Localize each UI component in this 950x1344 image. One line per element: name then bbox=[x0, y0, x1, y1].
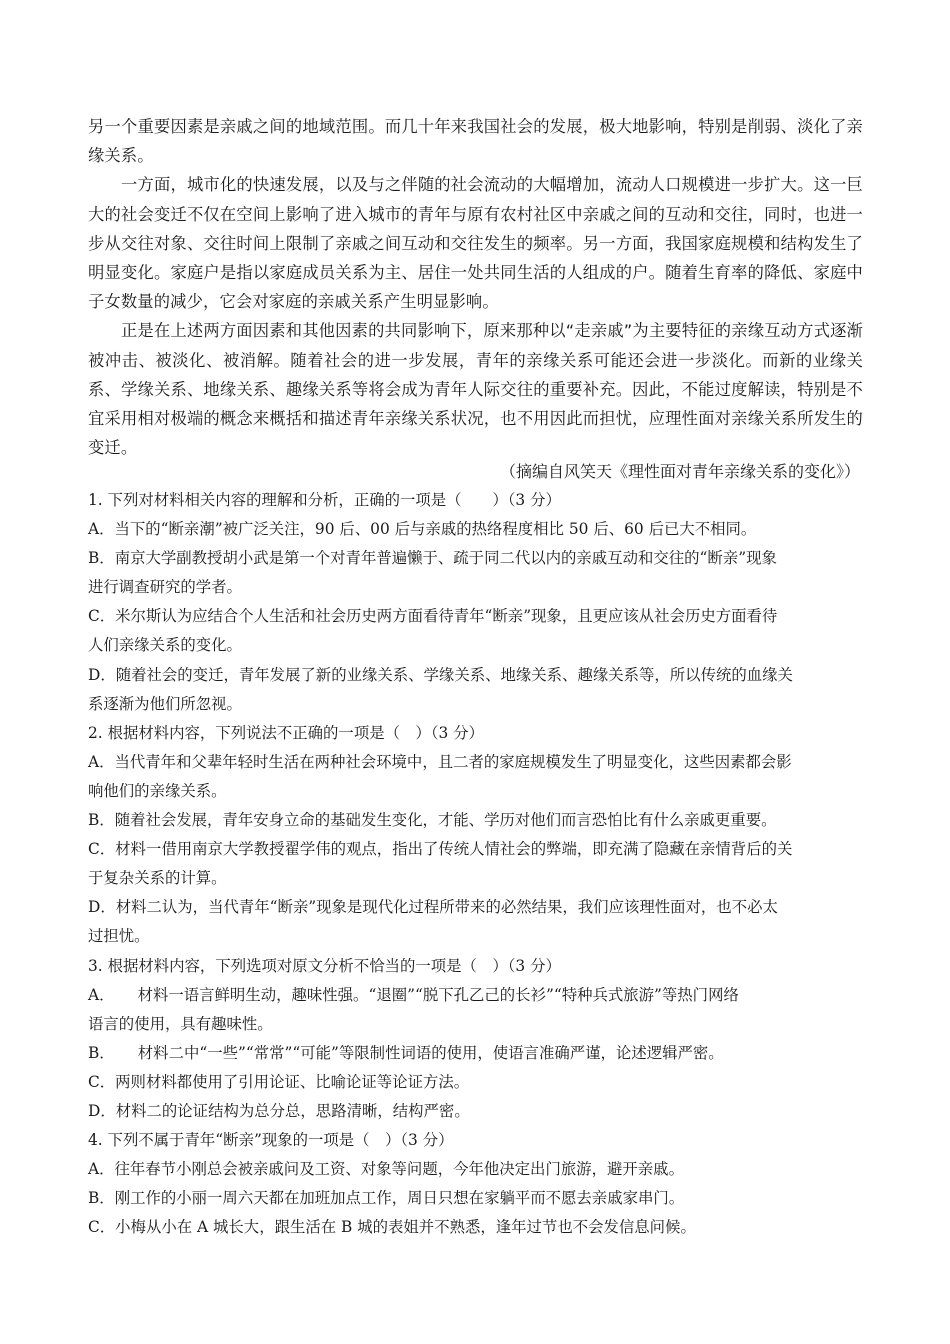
passage-paragraph: 另一个重要因素是亲戚之间的地域范围。而几十年来我国社会的发展，极大地影响，特别是削弱、淡化了亲缘关系。 bbox=[88, 117, 863, 166]
text-line: B．刚工作的小丽一周六天都在加班加点工作，周日只想在家躺平而不愿去亲戚家串门。 bbox=[88, 1189, 685, 1208]
text-line: 人们亲缘关系的变化。 bbox=[88, 636, 242, 655]
answer-option bbox=[88, 806, 863, 835]
text-line: D．随着社会的变迁，青年发展了新的业缘关系、学缘关系、地缘关系、趣缘关系等，所以传统的血缘关 bbox=[88, 665, 793, 684]
source-citation: （摘编自风笑天《理性面对青年亲缘关系的变化》） bbox=[499, 462, 860, 481]
answer-option bbox=[88, 602, 863, 660]
answer-option bbox=[88, 1068, 863, 1097]
answer-option bbox=[88, 1039, 863, 1068]
text-line: D．材料二的论证结构为总分总，思路清晰，结构严密。 bbox=[88, 1101, 470, 1120]
text-line: 系逐渐为他们所忽视。 bbox=[88, 694, 242, 713]
answer-option bbox=[88, 1097, 863, 1126]
text-line: C．小梅从小在 A 城长大，跟生活在 B 城的表姐并不熟悉，逢年过节也不会发信息问候。 bbox=[88, 1218, 696, 1237]
text-line: 4. 下列不属于青年“断亲”现象的一项是（ ）（3 分） bbox=[88, 1131, 454, 1150]
question-stem bbox=[88, 1126, 863, 1155]
text-line: C．米尔斯认为应结合个人生活和社会历史两方面看待青年“断亲”现象，且更应该从社会历史方面看待 bbox=[88, 607, 778, 626]
text-line: 2. 根据材料内容，下列说法不正确的一项是（ ）（3 分） bbox=[88, 723, 484, 742]
answer-option bbox=[88, 1213, 863, 1242]
passage-paragraph: 正是在上述两方面因素和其他因素的共同影响下，原来那种以“走亲戚”为主要特征的亲缘互动方式逐渐被冲击、被淡化、被消解。随着社会的进一步发展，青年的亲缘关系可能还会进一步淡化。而新的业缘关系、学缘关系、地缘关系、趣缘关系等将会成为青年人际交往的重要补充。因此，不能过度解读，特别是不宜采用相对极端的概念来概括和描述青年亲缘关系状况，也不用因此而担忧，应理性面对亲缘关系所发生的变迁。 bbox=[88, 321, 863, 458]
text-line: A．往年春节小刚总会被亲戚问及工资、对象等问题，今年他决定出门旅游，避开亲戚。 bbox=[88, 1160, 684, 1179]
question-stem bbox=[88, 719, 863, 748]
question-list bbox=[88, 486, 863, 1242]
answer-option bbox=[88, 544, 863, 602]
text-line: A．当代青年和父辈年轻时生活在两种社会环境中，且二者的家庭规模发生了明显变化，这些因素都会影 bbox=[88, 752, 792, 771]
text-line: D．材料二认为，当代青年“断亲”现象是现代化过程所带来的必然结果，我们应该理性面对，也不必太 bbox=[88, 898, 778, 917]
answer-option bbox=[88, 893, 863, 951]
text-line: 3. 根据材料内容，下列选项对原文分析不恰当的一项是（ ）（3 分） bbox=[88, 956, 561, 975]
text-line: B．随着社会发展，青年安身立命的基础发生变化，才能、学历对他们而言恐怕比有什么亲戚更重要。 bbox=[88, 811, 777, 830]
text-line: 过担忧。 bbox=[88, 927, 150, 946]
text-line: 于复杂关系的计算。 bbox=[88, 869, 227, 888]
answer-option bbox=[88, 748, 863, 806]
text-line: 进行调查研究的学者。 bbox=[88, 578, 242, 597]
answer-option bbox=[88, 515, 863, 544]
answer-option bbox=[88, 661, 863, 719]
text-line: 响他们的亲缘关系。 bbox=[88, 781, 227, 800]
passage-paragraph: 一方面，城市化的快速发展，以及与之伴随的社会流动的大幅增加，流动人口规模进一步扩大。这一巨大的社会变迁不仅在空间上影响了进入城市的青年与原有农村社区中亲戚之间的互动和交往，同时，也进一步从交往对象、交往时间上限制了亲戚之间互动和交往发生的频率。另一方面，我国家庭规模和结构发生了明显变化。家庭户是指以家庭成员关系为主、居住一处共同生活的人组成的户。随着生育率的降低、家庭中子女数量的减少，它会对家庭的亲戚关系产生明显影响。 bbox=[88, 175, 863, 312]
text-line: A．当下的“断亲潮”被广泛关注，90 后、00 后与亲戚的热络程度相比 50 后、60 后已大不相同。 bbox=[88, 520, 757, 539]
text-line: B． 材料二中“一些”“常常”“可能”等限制性词语的使用，使语言准确严谨，论述逻辑严密。 bbox=[88, 1043, 724, 1062]
text-line: C．材料一借用南京大学教授翟学伟的观点，指出了传统人情社会的弊端，即充满了隐藏在亲情背后的关 bbox=[88, 840, 793, 859]
text-line: C．两则材料都使用了引用论证、比喻论证等论证方法。 bbox=[88, 1072, 470, 1091]
answer-option bbox=[88, 1155, 863, 1184]
text-line: B．南京大学副教授胡小武是第一个对青年普遍懒于、疏于同二代以内的亲戚互动和交往的“断亲”现象 bbox=[88, 549, 777, 568]
text-line: 语言的使用，具有趣味性。 bbox=[88, 1014, 273, 1033]
question-stem bbox=[88, 952, 863, 981]
text-line: 1. 下列对材料相关内容的理解和分析，正确的一项是（ ）（3 分） bbox=[88, 491, 561, 509]
question-stem bbox=[88, 486, 863, 515]
answer-option bbox=[88, 835, 863, 893]
answer-option bbox=[88, 1184, 863, 1213]
answer-option bbox=[88, 981, 863, 1039]
text-line: A． 材料一语言鲜明生动，趣味性强。“退圈”“脱下孔乙己的长衫”“特种兵式旅游”等热门网络 bbox=[88, 985, 739, 1004]
reading-passage bbox=[88, 112, 863, 462]
